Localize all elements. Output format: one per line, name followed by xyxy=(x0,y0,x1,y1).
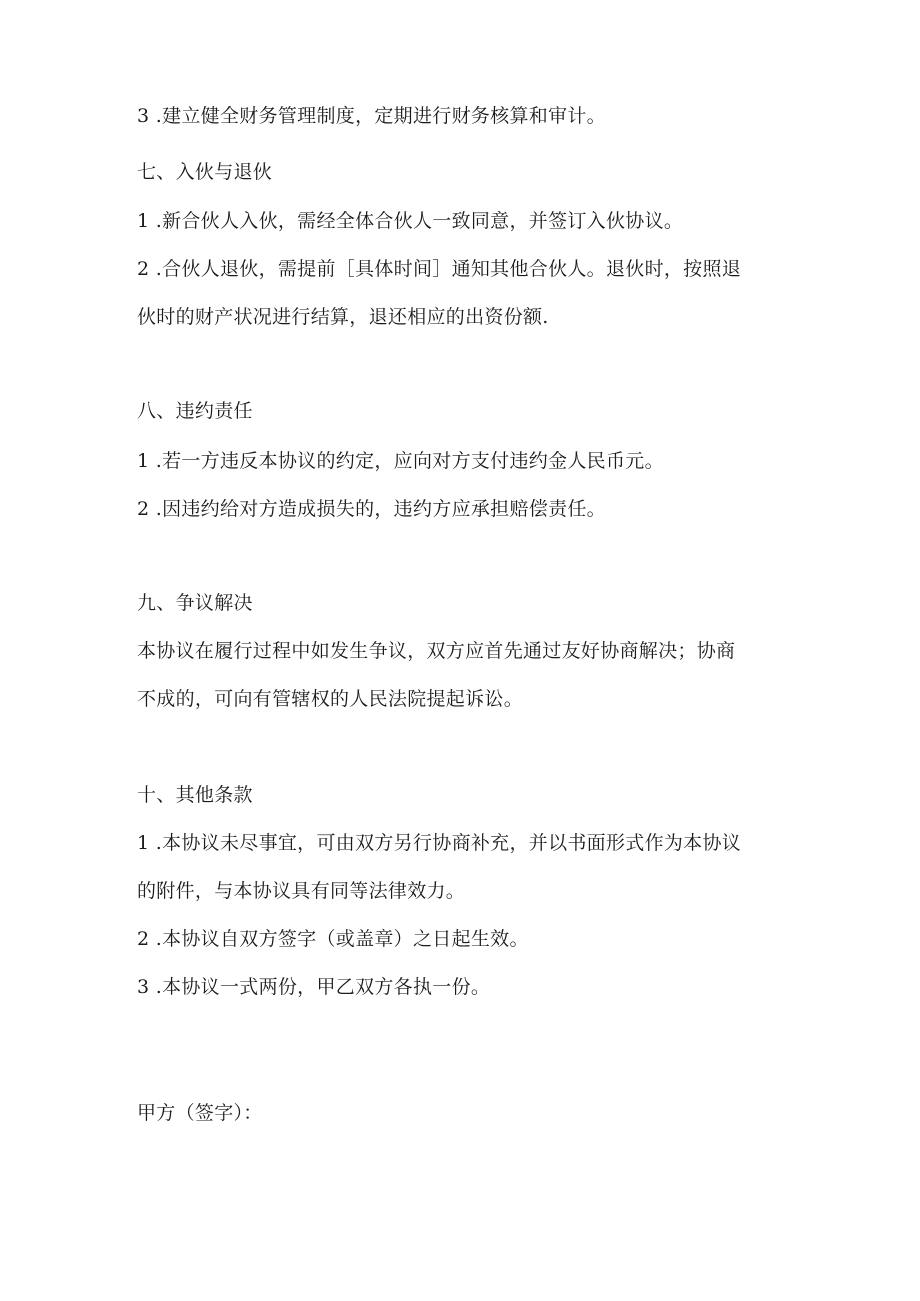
clause-7-2-line-2: 伙时的财产状况进行结算，退还相应的出资份额. xyxy=(137,306,549,328)
clause-10-2: 2 .本协议自双方签字（或盖章）之日起生效。 xyxy=(137,928,529,950)
section-heading-8: 八、违约责任 xyxy=(137,400,253,422)
clause-6-3: 3 .建立健全财务管理制度，定期进行财务核算和审计。 xyxy=(137,105,606,127)
clause-9-line-2: 不成的，可向有管辖权的人民法院提起诉讼。 xyxy=(137,688,524,710)
clause-10-1-line-2: 的附件，与本协议具有同等法律效力。 xyxy=(137,880,466,902)
section-heading-7: 七、入伙与退伙 xyxy=(137,161,273,183)
clause-9-line-1: 本协议在履行过程中如发生争议，双方应首先通过友好协商解决；协商 xyxy=(137,640,736,662)
section-heading-9: 九、争议解决 xyxy=(137,592,253,614)
clause-7-1: 1 .新合伙人入伙，需经全体合伙人一致同意，并签订入伙协议。 xyxy=(137,210,684,232)
clause-8-2: 2 .因违约给对方造成损失的，违约方应承担赔偿责任。 xyxy=(137,498,606,520)
clause-8-1: 1 .若一方违反本协议的约定，应向对方支付违约金人民币元。 xyxy=(137,450,664,472)
clause-7-2-line-1: 2 .合伙人退伙，需提前［具体时间］通知其他合伙人。退伙时，按照退 xyxy=(137,258,742,280)
section-heading-10: 十、其他条款 xyxy=(137,784,253,806)
party-a-signature-label: 甲方（签字）： xyxy=(137,1102,263,1124)
clause-10-1-line-1: 1 .本协议未尽事宜，可由双方另行协商补充，并以书面形式作为本协议 xyxy=(137,832,742,854)
clause-10-3: 3 .本协议一式两份，甲乙双方各执一份。 xyxy=(137,976,491,998)
